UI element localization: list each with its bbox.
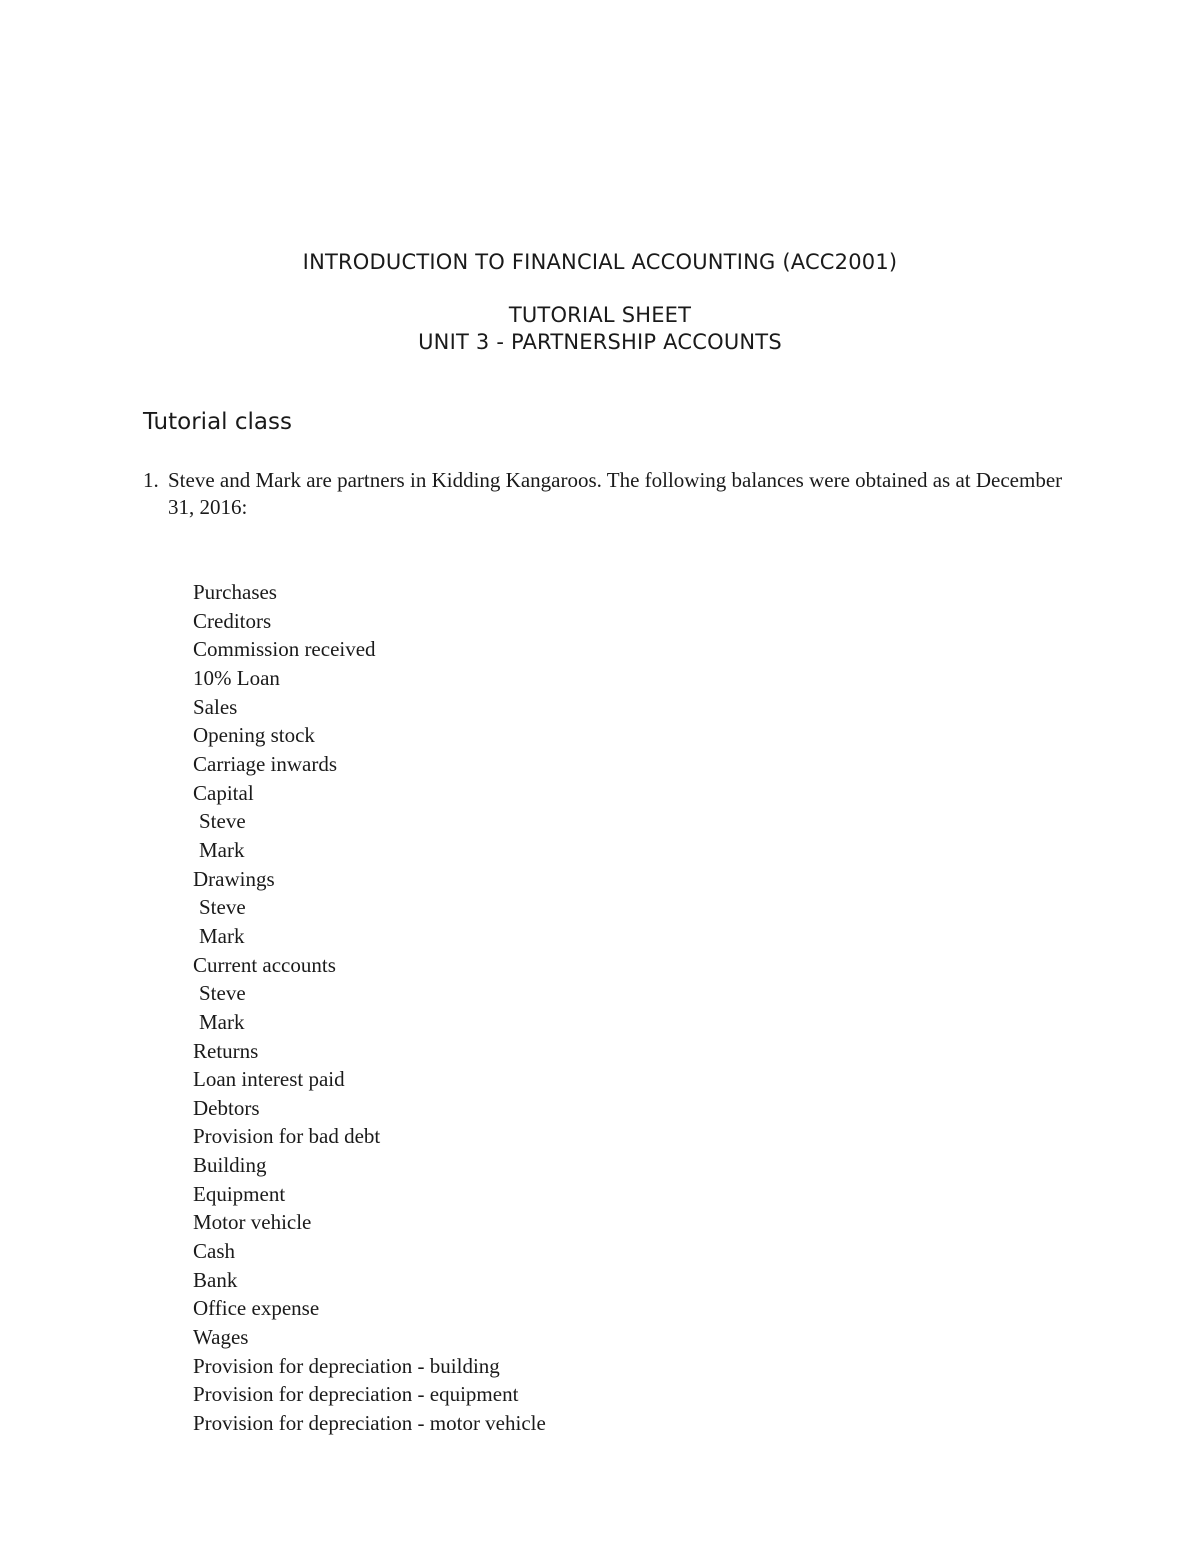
balance-item: Equipment xyxy=(193,1181,286,1206)
balance-item: Provision for depreciation - motor vehicle xyxy=(193,1411,546,1436)
section-heading: Tutorial class xyxy=(143,409,292,435)
balance-item: Motor vehicle xyxy=(193,1210,312,1235)
balance-item: Wages xyxy=(193,1325,249,1350)
balance-subitem: Mark xyxy=(199,923,245,948)
balance-item: Carriage inwards xyxy=(193,751,338,776)
balance-item: Sales xyxy=(193,694,238,719)
balance-item: Bank xyxy=(193,1267,238,1292)
balance-item: Current accounts xyxy=(193,952,336,977)
balance-subitem: Steve xyxy=(199,809,246,834)
unit-title: UNIT 3 - PARTNERSHIP ACCOUNTS xyxy=(418,330,782,354)
balance-item: Provision for bad debt xyxy=(193,1124,381,1149)
sheet-title: TUTORIAL SHEET xyxy=(508,303,692,327)
question-number: 1. xyxy=(143,468,159,492)
balance-subitem: Steve xyxy=(199,895,246,920)
balance-item: Purchases xyxy=(193,580,277,604)
balance-item: Loan interest paid xyxy=(193,1067,345,1092)
balances-list xyxy=(193,578,546,1438)
balance-subitem: Mark xyxy=(199,1009,245,1034)
balance-subitem: Mark xyxy=(199,837,245,862)
balance-item: Drawings xyxy=(193,866,275,891)
balance-item: Provision for depreciation - building xyxy=(193,1353,500,1378)
balance-item: Returns xyxy=(193,1038,259,1063)
course-title: INTRODUCTION TO FINANCIAL ACCOUNTING (ACC2001) xyxy=(302,250,898,274)
balance-item: Provision for depreciation - equipment xyxy=(193,1382,519,1407)
question-text: Steve and Mark are partners in Kidding Kangaroos. The following balances were obtained as at December 31, 2016: xyxy=(168,468,1063,519)
balance-subitem: Steve xyxy=(199,981,246,1006)
balance-item: Debtors xyxy=(193,1095,260,1120)
balance-item: Creditors xyxy=(193,608,272,633)
balance-item: Cash xyxy=(193,1239,235,1264)
balance-item: Building xyxy=(193,1153,267,1178)
balance-item: Opening stock xyxy=(193,723,315,748)
balance-item: Commission received xyxy=(193,637,376,662)
balance-item: Capital xyxy=(193,780,254,805)
balance-item: Office expense xyxy=(193,1296,320,1321)
balance-item: 10% Loan xyxy=(193,665,280,690)
